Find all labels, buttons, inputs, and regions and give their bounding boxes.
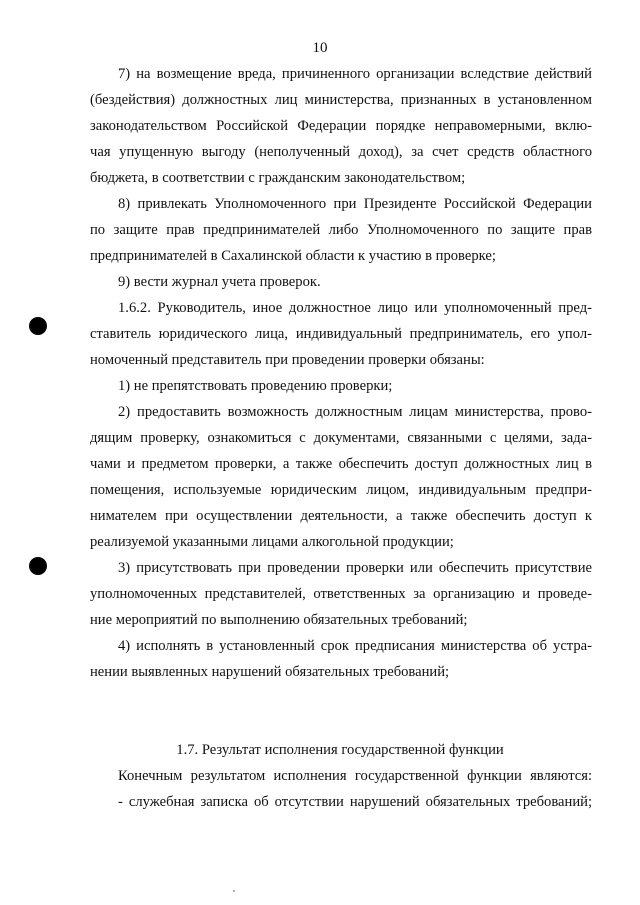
paragraph-line: 7) на возмещение вреда, причиненного организации вследствие действий — [118, 66, 592, 82]
paragraph-line: 4) исполнять в установленный срок предписания министерства об устра- — [118, 638, 592, 654]
paragraph-line: Конечным результатом исполнения государственной функции являются: — [118, 768, 592, 784]
page-number: 10 — [312, 40, 328, 56]
paragraph-line: законодательством Российской Федерации порядке неправомерными, вклю- — [90, 118, 592, 134]
paragraph-line: предпринимателей в Сахалинской области к участию в проверке; — [90, 248, 496, 264]
paragraph-line: дящим проверку, ознакомиться с документами, связанными с целями, зада- — [90, 430, 592, 446]
paragraph-line: 3) присутствовать при проведении проверки или обеспечить присутствие — [118, 560, 592, 576]
paragraph-line: помещения, используемые юридическим лицом, индивидуальным предпри- — [90, 482, 592, 498]
paragraph-line: ставитель юридического лица, индивидуальный предприниматель, его упол- — [90, 326, 592, 342]
paragraph-line: (бездействия) должностных лиц министерства, признанных в установленном — [90, 92, 592, 108]
paragraph-line: бюджета, в соответствии с гражданским законодательством; — [90, 170, 466, 186]
punch-hole-bottom — [29, 557, 47, 575]
paragraph-line: чами и предметом проверки, а также обеспечить доступ должностных лиц в — [90, 456, 592, 472]
paragraph-line: 8) привлекать Уполномоченного при Президенте Российской Федерации — [118, 196, 592, 212]
punch-hole-top — [29, 317, 47, 335]
paragraph-line: по защите прав предпринимателей либо Уполномоченного по защите прав — [90, 222, 592, 238]
paragraph-line: номоченный представитель при проведении проверки обязаны: — [90, 352, 485, 368]
paragraph-line: уполномоченных представителей, ответственных за организацию и проведе- — [90, 586, 592, 602]
paragraph-line: реализуемой указанными лицами алкогольной продукции; — [90, 534, 454, 550]
paragraph-line: 1) не препятствовать проведению проверки; — [118, 378, 393, 394]
paragraph-line: 2) предоставить возможность должностным лицам министерства, прово- — [118, 404, 592, 420]
paragraph-line: 1.6.2. Руководитель, иное должностное лицо или уполномоченный пред- — [118, 300, 592, 316]
section-heading: 1.7. Результат исполнения государственной функции — [176, 742, 504, 758]
paragraph-line: 9) вести журнал учета проверок. — [118, 274, 321, 290]
scan-speck — [233, 890, 235, 892]
paragraph-line: чая упущенную выгоду (неполученный доход), за счет средств областного — [90, 144, 592, 160]
paragraph-line: нимателем при осуществлении деятельности, а также обеспечить доступ к — [90, 508, 592, 524]
paragraph-line: ние мероприятий по выполнению обязательных требований; — [90, 612, 468, 628]
paragraph-line: - служебная записка об отсутствии нарушений обязательных требований; — [118, 794, 592, 810]
paragraph-line: нении выявленных нарушений обязательных требований; — [90, 664, 450, 680]
